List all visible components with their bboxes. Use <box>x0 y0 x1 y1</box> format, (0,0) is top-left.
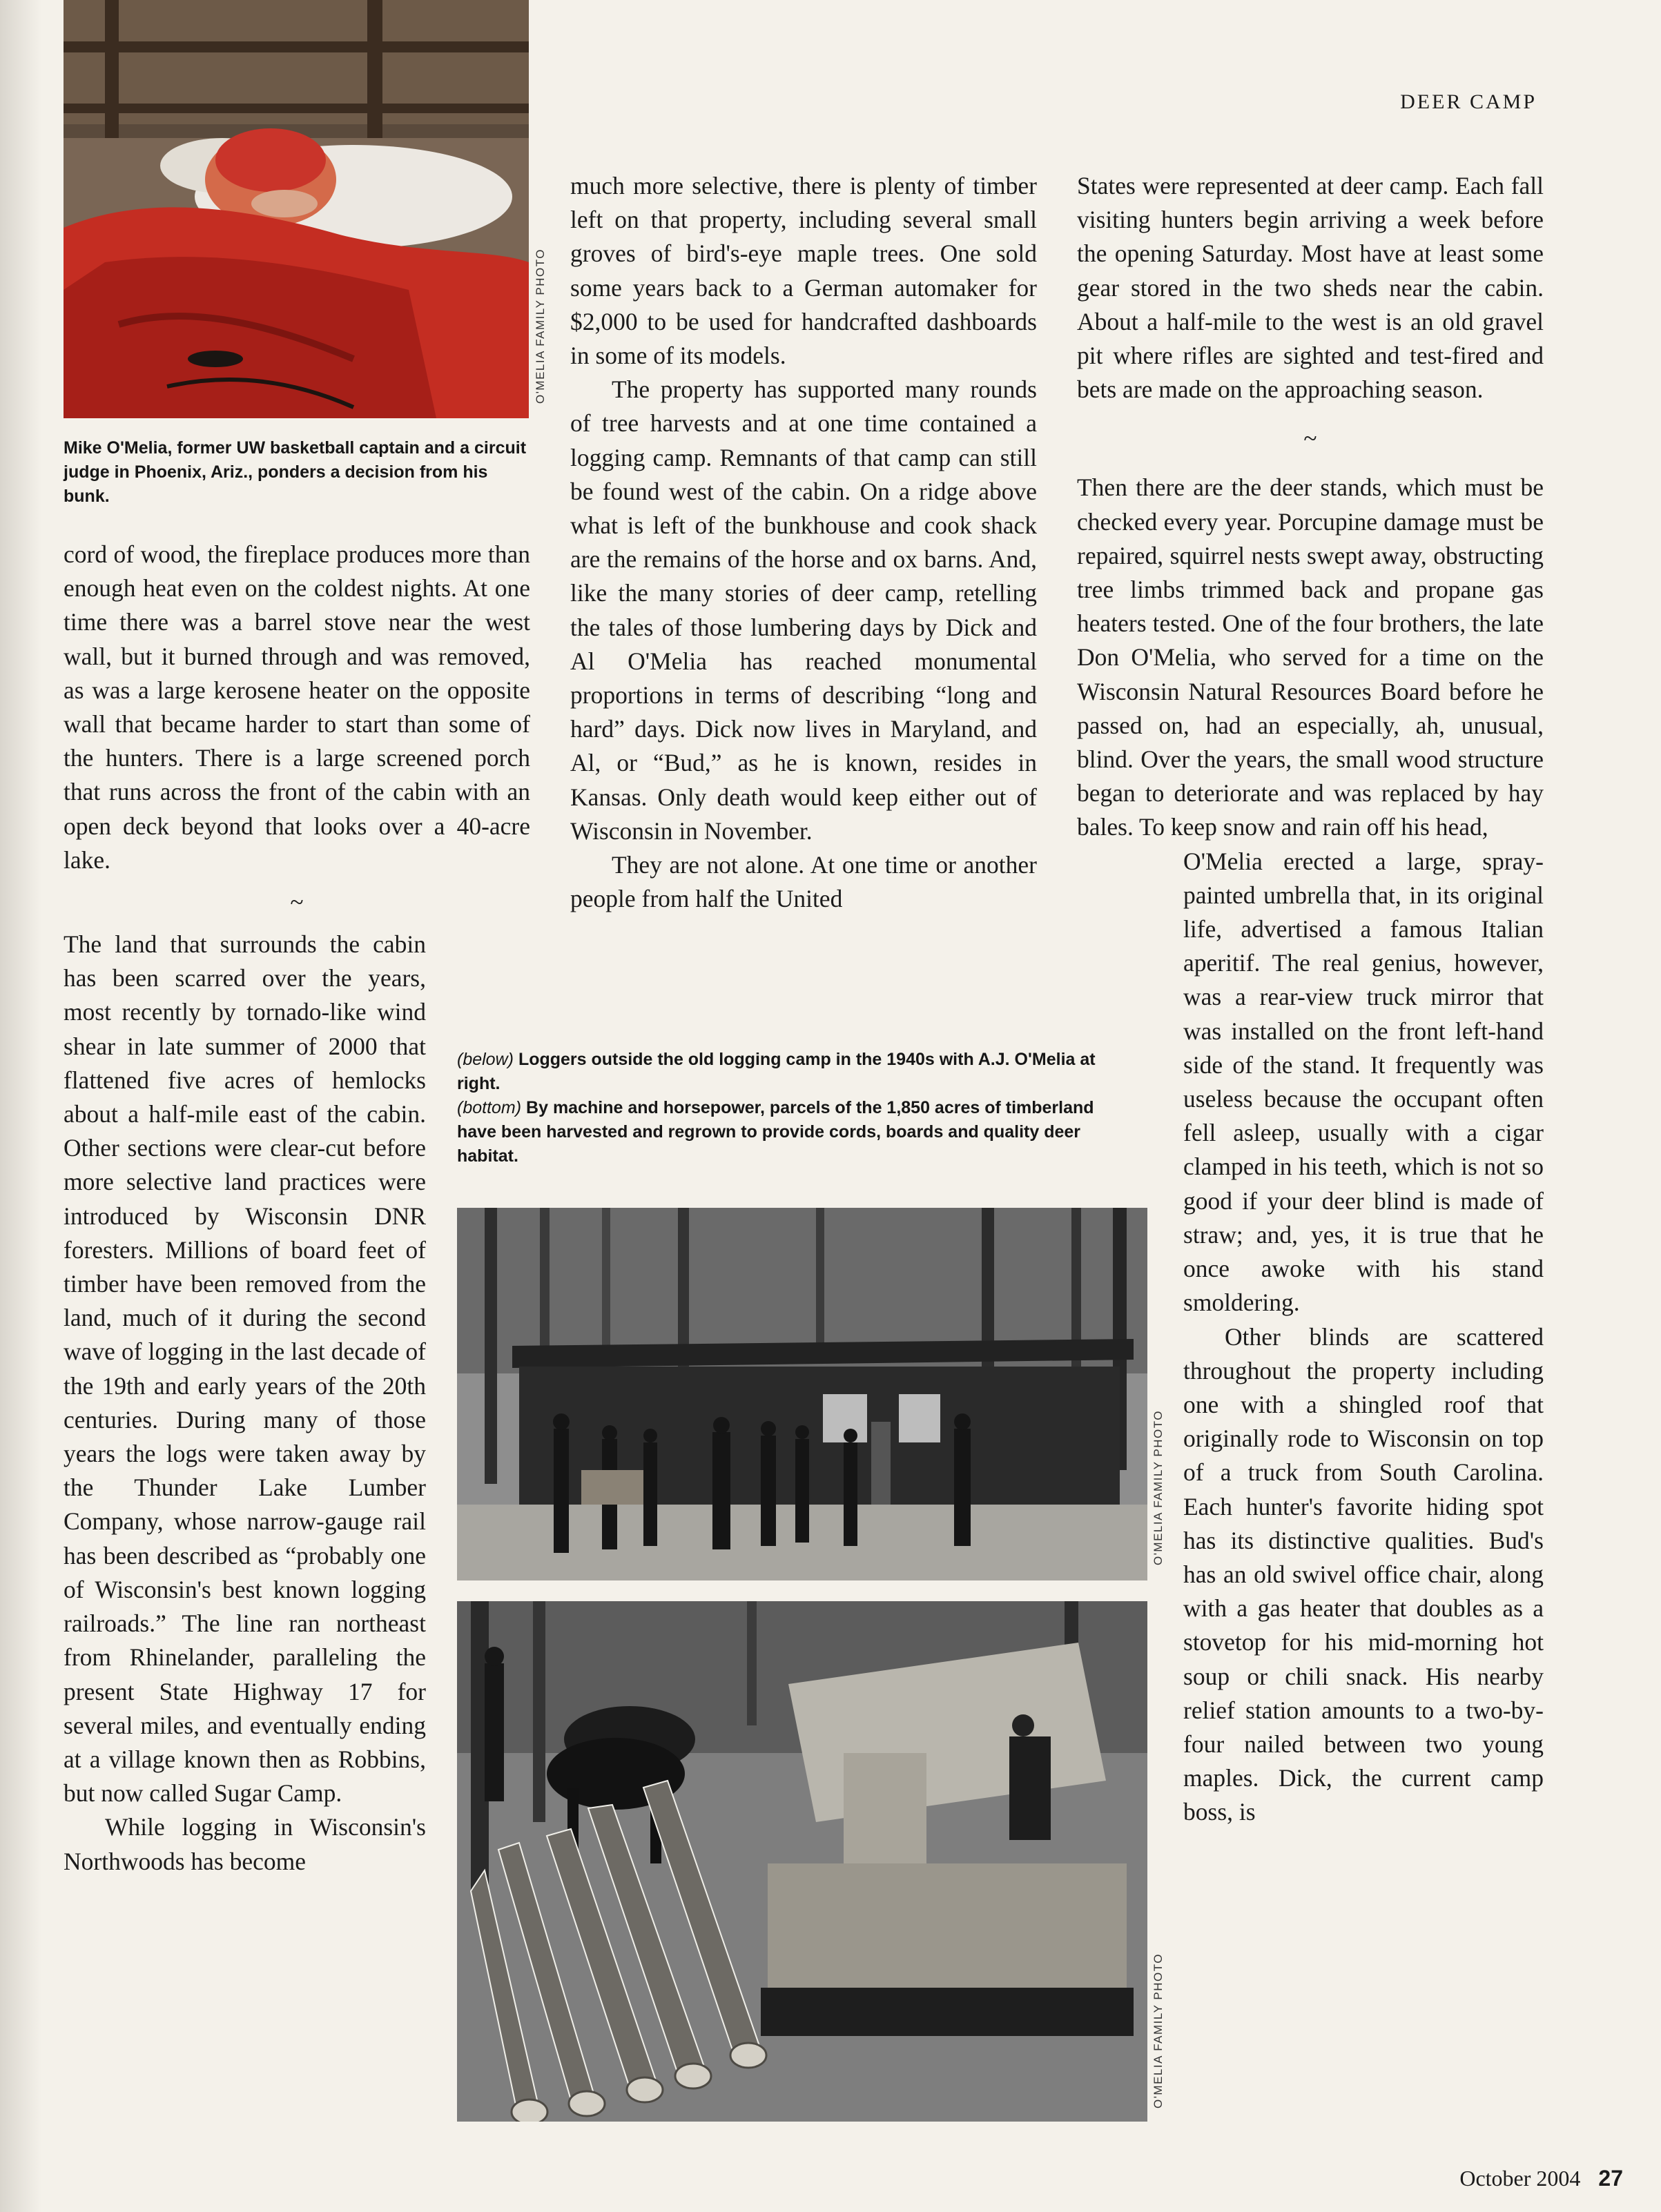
photo-credit-top: O'MELIA FAMILY PHOTO <box>534 248 547 404</box>
photo-caption-top: Mike O'Melia, former UW basketball captain and a circuit judge in Phoenix, Ariz., ponders a decision from his bunk. <box>64 438 527 506</box>
machine-horses-photo <box>457 1601 1147 2122</box>
column-1-narrow-block <box>64 928 426 1879</box>
page-gutter-shadow <box>0 0 41 2212</box>
machine-horses-illustration <box>457 1601 1147 2122</box>
page-number: 27 <box>1598 2166 1623 2191</box>
paragraph: States were represented at deer camp. Each fall visiting hunters begin arriving a week before the opening Saturday. Most have at least some gear stored in the two sheds near the cabin. About a half-mile to the west is an old gravel pit where rifles are sighted and test-fired and bets are made on the approaching season. <box>1077 172 1544 404</box>
section-separator: ~ <box>1303 424 1317 453</box>
logging-camp-photo <box>457 1208 1147 1580</box>
caption-label-bottom: (bottom) <box>457 1098 522 1117</box>
paragraph: much more selective, there is plenty of timber left on that property, including several small groves of bird's-eye maple trees. One sold some years back to a German automaker for $2,000 to be used for handcrafted dashboards in some of its models. <box>570 172 1037 370</box>
paragraph: The property has supported many rounds of tree harvests and at one time contained a logging camp. Remnants of that camp can still be found west of the cabin. On a ridge above what is left of the bunkhouse and cook shack are the remains of the horse and ox barns. And, like the many stories of deer camp, retelling the tales of those lumbering days by Dick and Al O'Melia has reached monumental proportions in terms of describing “long and hard” days. Dick now lives in Maryland, and Al, or “Bud,” as he is known, resides in Kansas. Only death would keep either out of Wisconsin in November. <box>570 375 1037 845</box>
paragraph: O'Melia erected a large, spray-painted umbrella that, in its original life, advertised a famous Italian aperitif. The real genius, however, was a rear-view truck mirror that was installed on the front left-hand side of the stand. It frequently was useless because the occupant often fell asleep, usually with a cigar clamped in his teeth, which is not so good if your deer blind is made of straw; and, yes, it is true that he once awoke with his stand smoldering. <box>1183 847 1544 1317</box>
caption-text-below: Loggers outside the old logging camp in the 1940s with A.J. O'Melia at right. <box>457 1050 1096 1093</box>
article-column-2 <box>570 169 1037 916</box>
paragraph: Then there are the deer stands, which must be checked every year. Porcupine damage must be repaired, squirrel nests swept away, obstructing tree limbs trimmed back and propane gas heaters tested. One of the four brothers, the late Don O'Melia, who served for a time on the Wisconsin Natural Resources Board before he passed on, had an especially, ah, unusual, blind. Over the years, the small wood structure began to deteriorate and was replaced by hay bales. To keep snow and rain off his head, <box>1077 473 1544 841</box>
column-3-narrow-block <box>1183 845 1544 1830</box>
paragraph: Other blinds are scattered throughout the property including one with a shingled roof that originally rode to Wisconsin on top of a truck from South Carolina. Each hunter's favorite hiding spot has its distinctive qualities. Bud's has an old swivel office chair, along with a gas heater that doubles as a stovetop for his mid-morning hot soup or chili snack. His nearby relief station amounts to a two-by-four nailed between two young maples. Dick, the current camp boss, is <box>1183 1322 1544 1826</box>
section-header: DEER CAMP <box>1400 90 1537 113</box>
paragraph: They are not alone. At one time or another people from half the United <box>570 851 1037 913</box>
bunk-photo <box>64 0 529 418</box>
photo-credit-middle: O'MELIA FAMILY PHOTO <box>1152 1410 1165 1566</box>
paragraph: While logging in Wisconsin's Northwoods has become <box>64 1813 426 1875</box>
section-separator: ~ <box>290 888 304 917</box>
caption-text-bottom: By machine and horsepower, parcels of the 1,850 acres of timberland have been harvested and regrown to provide cords, boards and quality deer habitat. <box>457 1098 1094 1166</box>
paragraph: The land that surrounds the cabin has been scarred over the years, most recently by tornado-like wind shear in late summer of 2000 that flattened five acres of hemlocks about a half-mile east of the cabin. Other sections were clear-cut before more selective land practices were introduced by Wisconsin DNR foresters. Millions of board feet of timber have been removed from the land, much of it during the second wave of logging in the last decade of the 19th and early years of the 20th centuries. During many of those years the logs were taken away by the Thunder Lake Lumber Company, whose narrow-gauge rail has been described as “probably one of Wisconsin's best known logging railroads.” The line ran northeast from Rhinelander, paralleling the present State Highway 17 for several miles, and eventually ending at a village known then as Robbins, but now called Sugar Camp. <box>64 930 426 1808</box>
logging-camp-illustration <box>457 1208 1147 1580</box>
page-footer <box>1459 2166 1623 2191</box>
caption-label-below: (below) <box>457 1050 514 1069</box>
photo-caption-logging <box>457 1048 1120 1168</box>
issue-date: October 2004 <box>1459 2166 1581 2191</box>
bunk-photo-illustration <box>64 0 529 418</box>
photo-credit-bottom: O'MELIA FAMILY PHOTO <box>1152 1953 1165 2109</box>
paragraph: cord of wood, the fireplace produces more than enough heat even on the coldest nights. At one time there was a barrel stove near the west wall, but it burned through and was removed, as was a large kerosene heater on the opposite wall that became harder to start than some of the hunters. There is a large screened porch that runs across the front of the cabin with an open deck beyond that looks over a 40-acre lake. <box>64 540 530 874</box>
